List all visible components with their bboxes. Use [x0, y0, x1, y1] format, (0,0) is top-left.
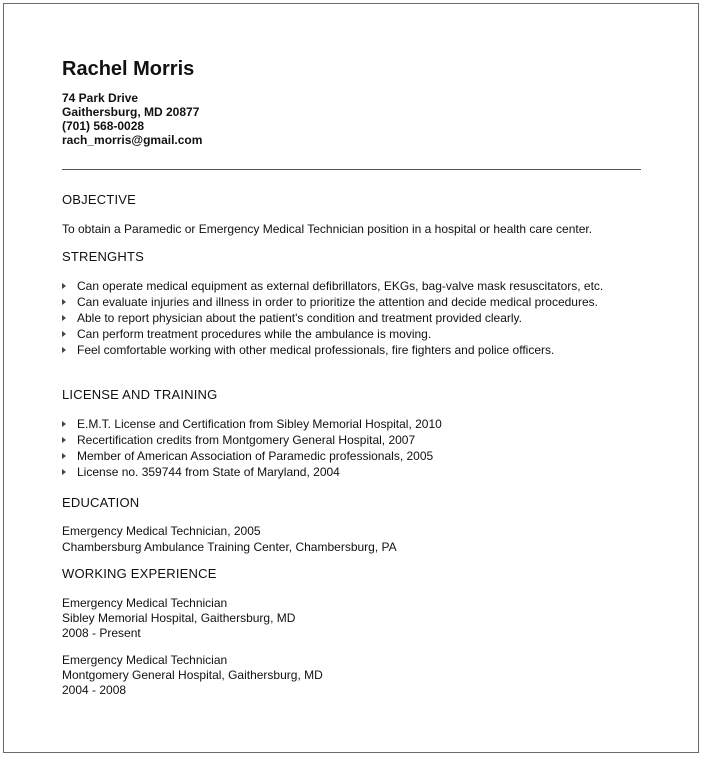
bullet-arrow-icon — [62, 331, 66, 337]
objective-heading: OBJECTIVE — [62, 192, 137, 207]
list-item — [62, 295, 652, 309]
strength-text: Can perform treatment procedures while the ambulance is moving. — [77, 327, 432, 341]
job-employer: Sibley Memorial Hospital, Gaithersburg, MD — [62, 611, 296, 625]
job-title: Emergency Medical Technician — [62, 596, 228, 610]
objective-text: To obtain a Paramedic or Emergency Medical Technician position in a hospital or health care center. — [62, 222, 593, 236]
bullet-arrow-icon — [62, 315, 66, 321]
bullet-arrow-icon — [62, 283, 66, 289]
license-text: Member of American Association of Paramedic professionals, 2005 — [77, 449, 434, 463]
license-text: Recertification credits from Montgomery General Hospital, 2007 — [77, 433, 416, 447]
resume-header — [62, 57, 642, 147]
job-title: Emergency Medical Technician — [62, 653, 228, 667]
list-item — [62, 465, 652, 479]
address-line-1: 74 Park Drive — [62, 91, 139, 105]
list-item — [62, 279, 652, 293]
address-line-2: Gaithersburg, MD 20877 — [62, 105, 200, 119]
bullet-arrow-icon — [62, 453, 66, 459]
job-dates: 2008 - Present — [62, 626, 141, 640]
job-employer: Montgomery General Hospital, Gaithersburg, MD — [62, 668, 323, 682]
education-degree: Emergency Medical Technician, 2005 — [62, 524, 261, 538]
bullet-arrow-icon — [62, 437, 66, 443]
header-divider — [62, 169, 641, 170]
list-item — [62, 433, 652, 447]
strengths-heading: STRENGHTS — [62, 249, 144, 264]
list-item — [62, 449, 652, 463]
candidate-name: Rachel Morris — [62, 58, 195, 80]
phone-number: (701) 568-0028 — [62, 119, 145, 133]
bullet-arrow-icon — [62, 299, 66, 305]
strength-text: Can evaluate injuries and illness in order to prioritize the attention and decide medical procedures. — [77, 295, 598, 309]
experience-heading: WORKING EXPERIENCE — [62, 566, 217, 581]
list-item — [62, 327, 652, 341]
job-dates: 2004 - 2008 — [62, 683, 127, 697]
email-address: rach_morris@gmail.com — [62, 133, 203, 147]
strength-text: Able to report physician about the patient's condition and treatment provided clearly. — [77, 311, 523, 325]
strength-text: Feel comfortable working with other medical professionals, fire fighters and police officers. — [77, 343, 555, 357]
education-heading: EDUCATION — [62, 495, 140, 510]
list-item — [62, 343, 652, 357]
license-list — [62, 417, 652, 481]
strength-text: Can operate medical equipment as external defibrillators, EKGs, bag-valve mask resuscitators, etc. — [77, 279, 604, 293]
license-text: License no. 359744 from State of Maryland, 2004 — [77, 465, 340, 479]
license-heading: LICENSE AND TRAINING — [62, 387, 218, 402]
bullet-arrow-icon — [62, 421, 66, 427]
bullet-arrow-icon — [62, 347, 66, 353]
list-item — [62, 417, 652, 431]
education-school: Chambersburg Ambulance Training Center, Chambersburg, PA — [62, 540, 397, 554]
bullet-arrow-icon — [62, 469, 66, 475]
strengths-list — [62, 279, 652, 359]
license-text: E.M.T. License and Certification from Sibley Memorial Hospital, 2010 — [77, 417, 442, 431]
list-item — [62, 311, 652, 325]
